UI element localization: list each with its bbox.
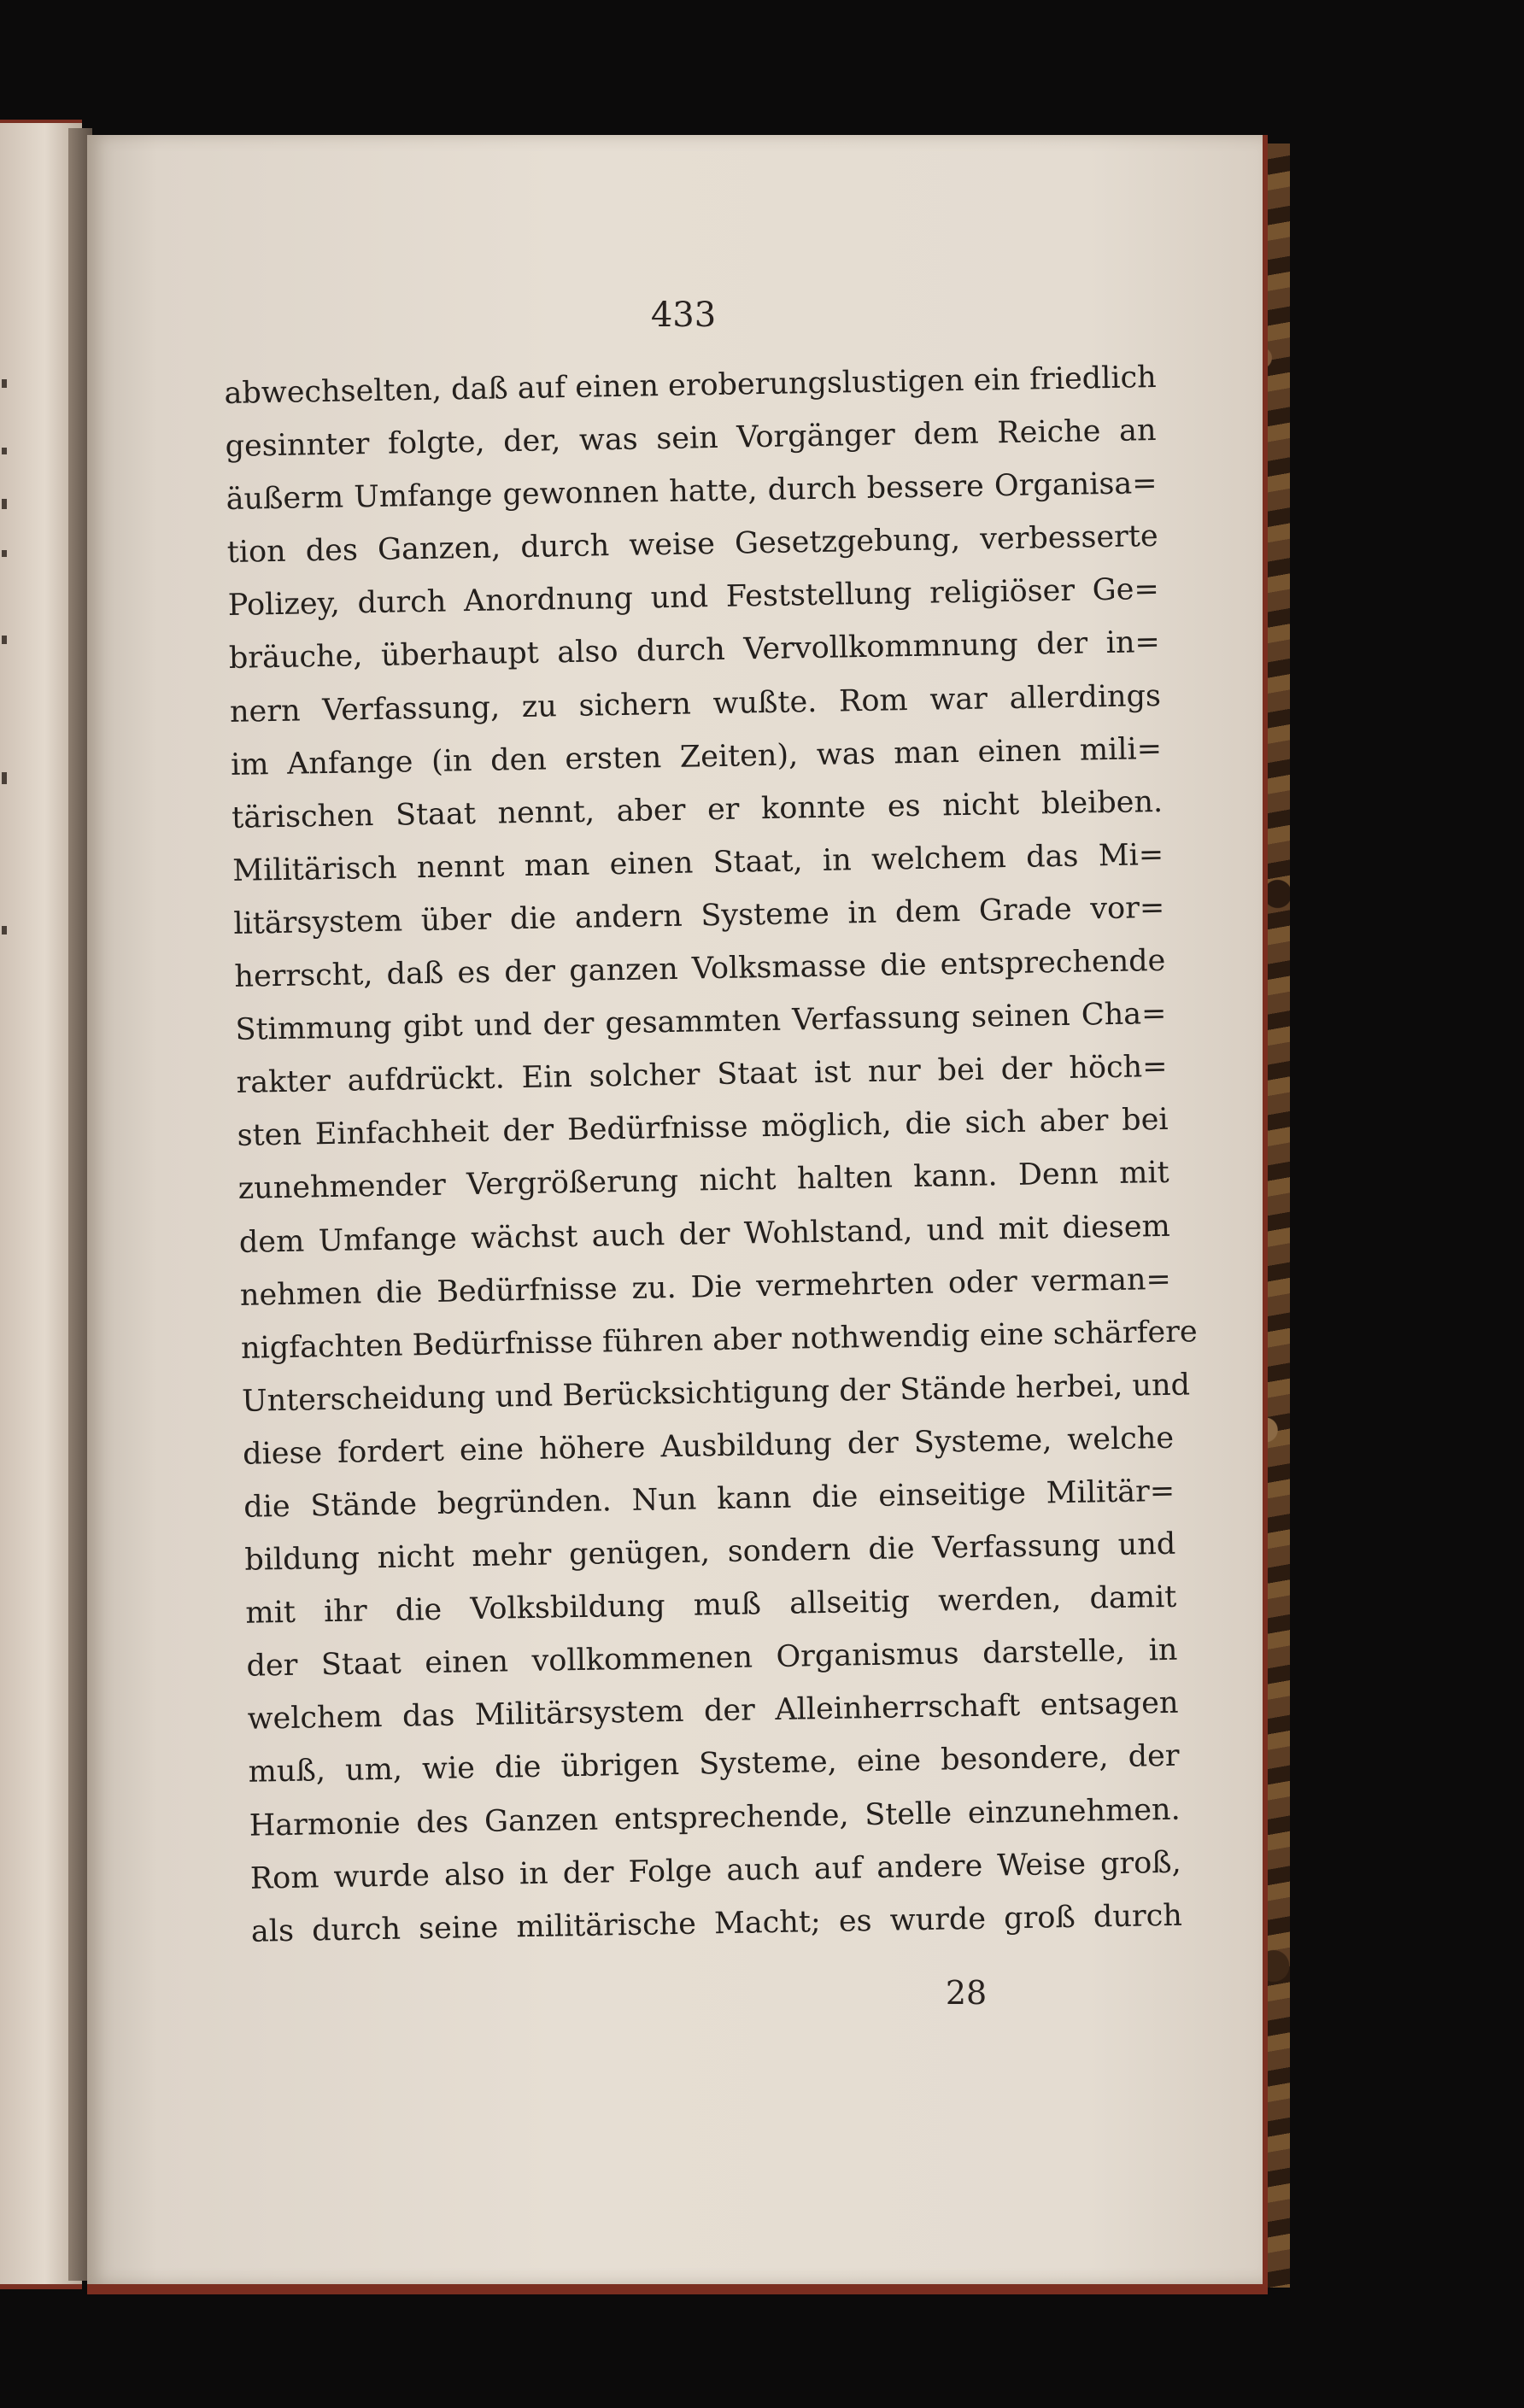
text-line: bildung nicht mehr genügen, sondern die Verfassung und — [244, 1526, 1176, 1578]
text-line: im Anfange (in den ersten Zeiten), was man einen mili= — [230, 731, 1163, 782]
text-line: nern Verfassung, zu sichern wußte. Rom war allerdings — [229, 678, 1162, 729]
text-line: Polizey, durch Anordnung und Feststellung religiöser Ge= — [227, 572, 1160, 624]
text-line: bräuche, überhaupt also durch Vervollkommnung der in= — [228, 625, 1161, 677]
text-line: Stimmung gibt und der gesammten Verfassung seinen Cha= — [235, 996, 1167, 1048]
text-line: mit ihr die Volksbildung muß allseitig werden, damit — [245, 1579, 1177, 1631]
page-edge-mark — [2, 636, 7, 644]
text-line: zunehmender Vergrößerung nicht halten kann. Denn mit — [237, 1156, 1169, 1207]
text-line: abwechselten, daß auf einen eroberungslustigen ein friedlich — [224, 360, 1158, 411]
text-line: nigfachten Bedürfnisse führen aber nothwendig eine schärfere — [240, 1314, 1198, 1366]
page-edge-mark — [2, 379, 7, 388]
text-line: der Staat einen vollkommenen Organismus darstelle, in — [246, 1632, 1178, 1684]
page-edge-mark — [2, 926, 7, 934]
text-line: die Stände begründen. Nun kann die einseitige Militär= — [243, 1474, 1175, 1525]
text-line: welchem das Militärsystem der Alleinherrschaft entsagen — [247, 1686, 1179, 1737]
text-line: Unterscheidung und Berücksichtigung der Stände herbei, und — [241, 1368, 1191, 1419]
signature-mark: 28 — [945, 1974, 988, 2012]
text-line: nehmen die Bedürfnisse zu. Die vermehrten oder verman= — [239, 1262, 1172, 1313]
text-line: als durch seine militärische Macht; es wurde groß durch — [250, 1898, 1183, 1949]
text-line: Rom wurde also in der Folge auch auf andere Weise groß, — [249, 1845, 1182, 1896]
text-line: litärsystem über die andern Systeme in dem Grade vor= — [233, 890, 1165, 941]
page-number: 433 — [650, 296, 717, 335]
text-line: dem Umfange wächst auch der Wohlstand, und mit diesem — [238, 1209, 1171, 1260]
page-edge-mark — [2, 550, 7, 557]
text-line: herrscht, daß es der ganzen Volksmasse die entsprechende — [234, 943, 1166, 994]
body-text — [224, 351, 1198, 1959]
text-line: tion des Ganzen, durch weise Gesetzgebung, verbesserte — [226, 519, 1158, 571]
text-line: sten Einfachheit der Bedürfnisse möglich, die sich aber bei — [237, 1103, 1169, 1154]
text-line: Harmonie des Ganzen entsprechende, Stelle einzunehmen. — [249, 1792, 1181, 1843]
text-line: Militärisch nennt man einen Staat, in welchem das Mi= — [232, 837, 1164, 888]
text-line: rakter aufdrückt. Ein solcher Staat ist nur bei der höch= — [236, 1050, 1168, 1101]
page-edge-mark — [2, 772, 7, 784]
text-line: muß, um, wie die übrigen Systeme, eine besondere, der — [248, 1739, 1180, 1790]
text-line: tärischen Staat nennt, aber er konnte es nicht bleiben. — [231, 784, 1164, 835]
page-edge-mark — [2, 448, 7, 454]
text-line: äußerm Umfange gewonnen hatte, durch bessere Organisa= — [226, 466, 1158, 518]
text-line: diese fordert eine höhere Ausbildung der Systeme, welche — [242, 1421, 1175, 1472]
text-line: gesinnter folgte, der, was sein Vorgänger dem Reiche an — [225, 413, 1157, 465]
page-edge-mark — [2, 499, 7, 509]
